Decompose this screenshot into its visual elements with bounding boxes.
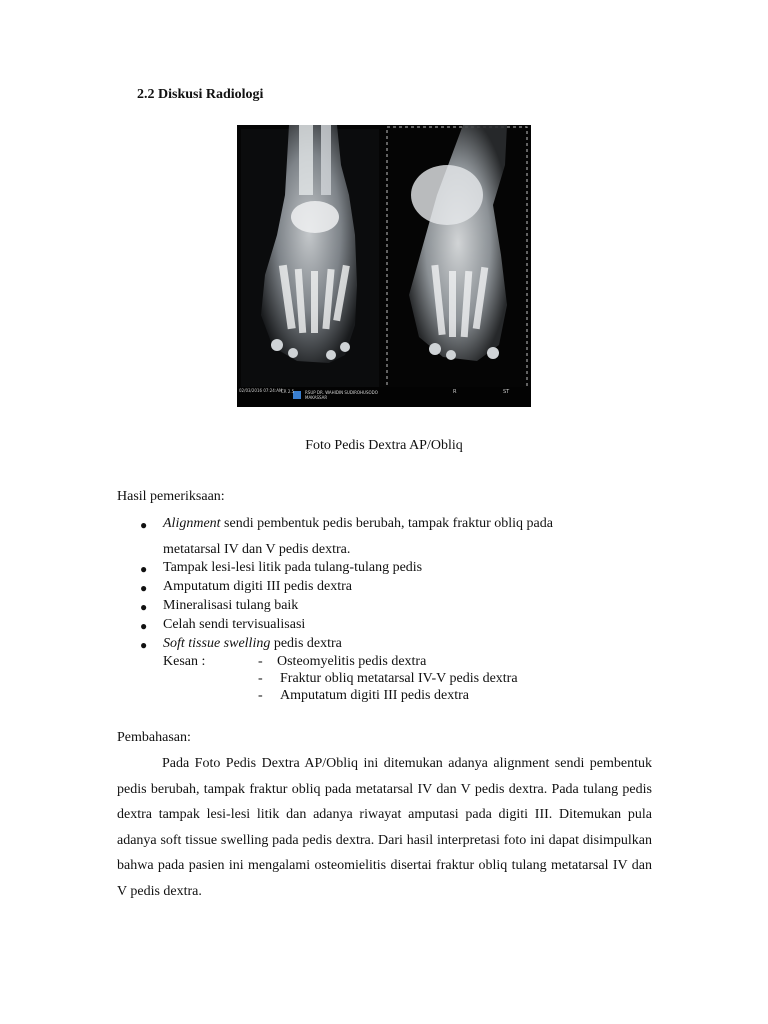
finding-item xyxy=(163,516,553,532)
bullet-icon: ● xyxy=(140,638,148,652)
finding-item: Celah sendi tervisualisasi xyxy=(163,617,306,632)
finding-item-continuation: metatarsal IV dan V pedis dextra. xyxy=(163,542,351,557)
kesan-item: Osteomyelitis pedis dextra xyxy=(277,654,427,669)
kesan-item: Fraktur obliq metatarsal IV-V pedis dextra xyxy=(280,671,518,686)
discussion-paragraph: Pada Foto Pedis Dextra AP/Obliq ini ditemukan adanya alignment sendi pembentuk pedis berubah, tampak fraktur obliq pada metatarsal IV dan V pedis dextra. Pada tulang pedis dextra tampak lesi-lesi litik dan adanya riwayat amputasi pada digiti III. Ditemukan pula adanya soft tissue swelling pada pedis dextra. Dari hasil interpretasi foto ini dapat disimpulkan bahwa pada pasien ini mengalami osteomielitis disertai fraktur obliq tulang metatarsal IV dan V pedis dextra. xyxy=(117,756,652,899)
xray-cr-label: CR 2.5 xyxy=(281,389,295,394)
kesan-item: Amputatum digiti III pedis dextra xyxy=(280,688,469,703)
xray-hospital-line2: MAKASSAR xyxy=(305,395,328,400)
bullet-icon: ● xyxy=(140,518,148,532)
bullet-icon: ● xyxy=(140,562,148,576)
finding-item-emphasis: Alignment xyxy=(163,516,221,531)
xray-date-label: 02/03/2016 07:24:AM xyxy=(239,388,283,393)
finding-item-text: sendi pembentuk pedis berubah, tampak fraktur obliq pada xyxy=(220,516,553,531)
bullet-icon: ● xyxy=(140,581,148,595)
dash-bullet: - xyxy=(258,671,263,686)
findings-title: Hasil pemeriksaan: xyxy=(117,489,225,504)
finding-item-emphasis: Soft tissue swelling xyxy=(163,636,271,651)
xray-side-marker: R xyxy=(453,389,457,395)
figure-caption: Foto Pedis Dextra AP/Obliq xyxy=(305,438,463,453)
xray-image xyxy=(237,125,531,407)
discussion-title: Pembahasan: xyxy=(117,730,191,745)
xray-foot-illustration xyxy=(237,125,531,407)
section-heading: 2.2 Diskusi Radiologi xyxy=(137,87,264,102)
bullet-icon: ● xyxy=(140,619,148,633)
finding-item: Tampak lesi-lesi litik pada tulang-tulang pedis xyxy=(163,560,423,575)
finding-item xyxy=(163,636,342,652)
bullet-icon: ● xyxy=(140,600,148,614)
finding-item: Amputatum digiti III pedis dextra xyxy=(163,579,352,594)
dash-bullet: - xyxy=(258,688,263,703)
xray-hospital-label xyxy=(305,390,378,400)
kesan-label: Kesan : xyxy=(163,654,206,669)
finding-item: Mineralisasi tulang baik xyxy=(163,598,299,613)
dash-bullet: - xyxy=(258,654,263,669)
xray-st-marker: ST xyxy=(503,389,510,395)
xray-hospital-line1: RSUP DR. WAHIDIN SUDIROHUSODO xyxy=(305,390,378,395)
finding-item-text: pedis dextra xyxy=(270,636,342,651)
